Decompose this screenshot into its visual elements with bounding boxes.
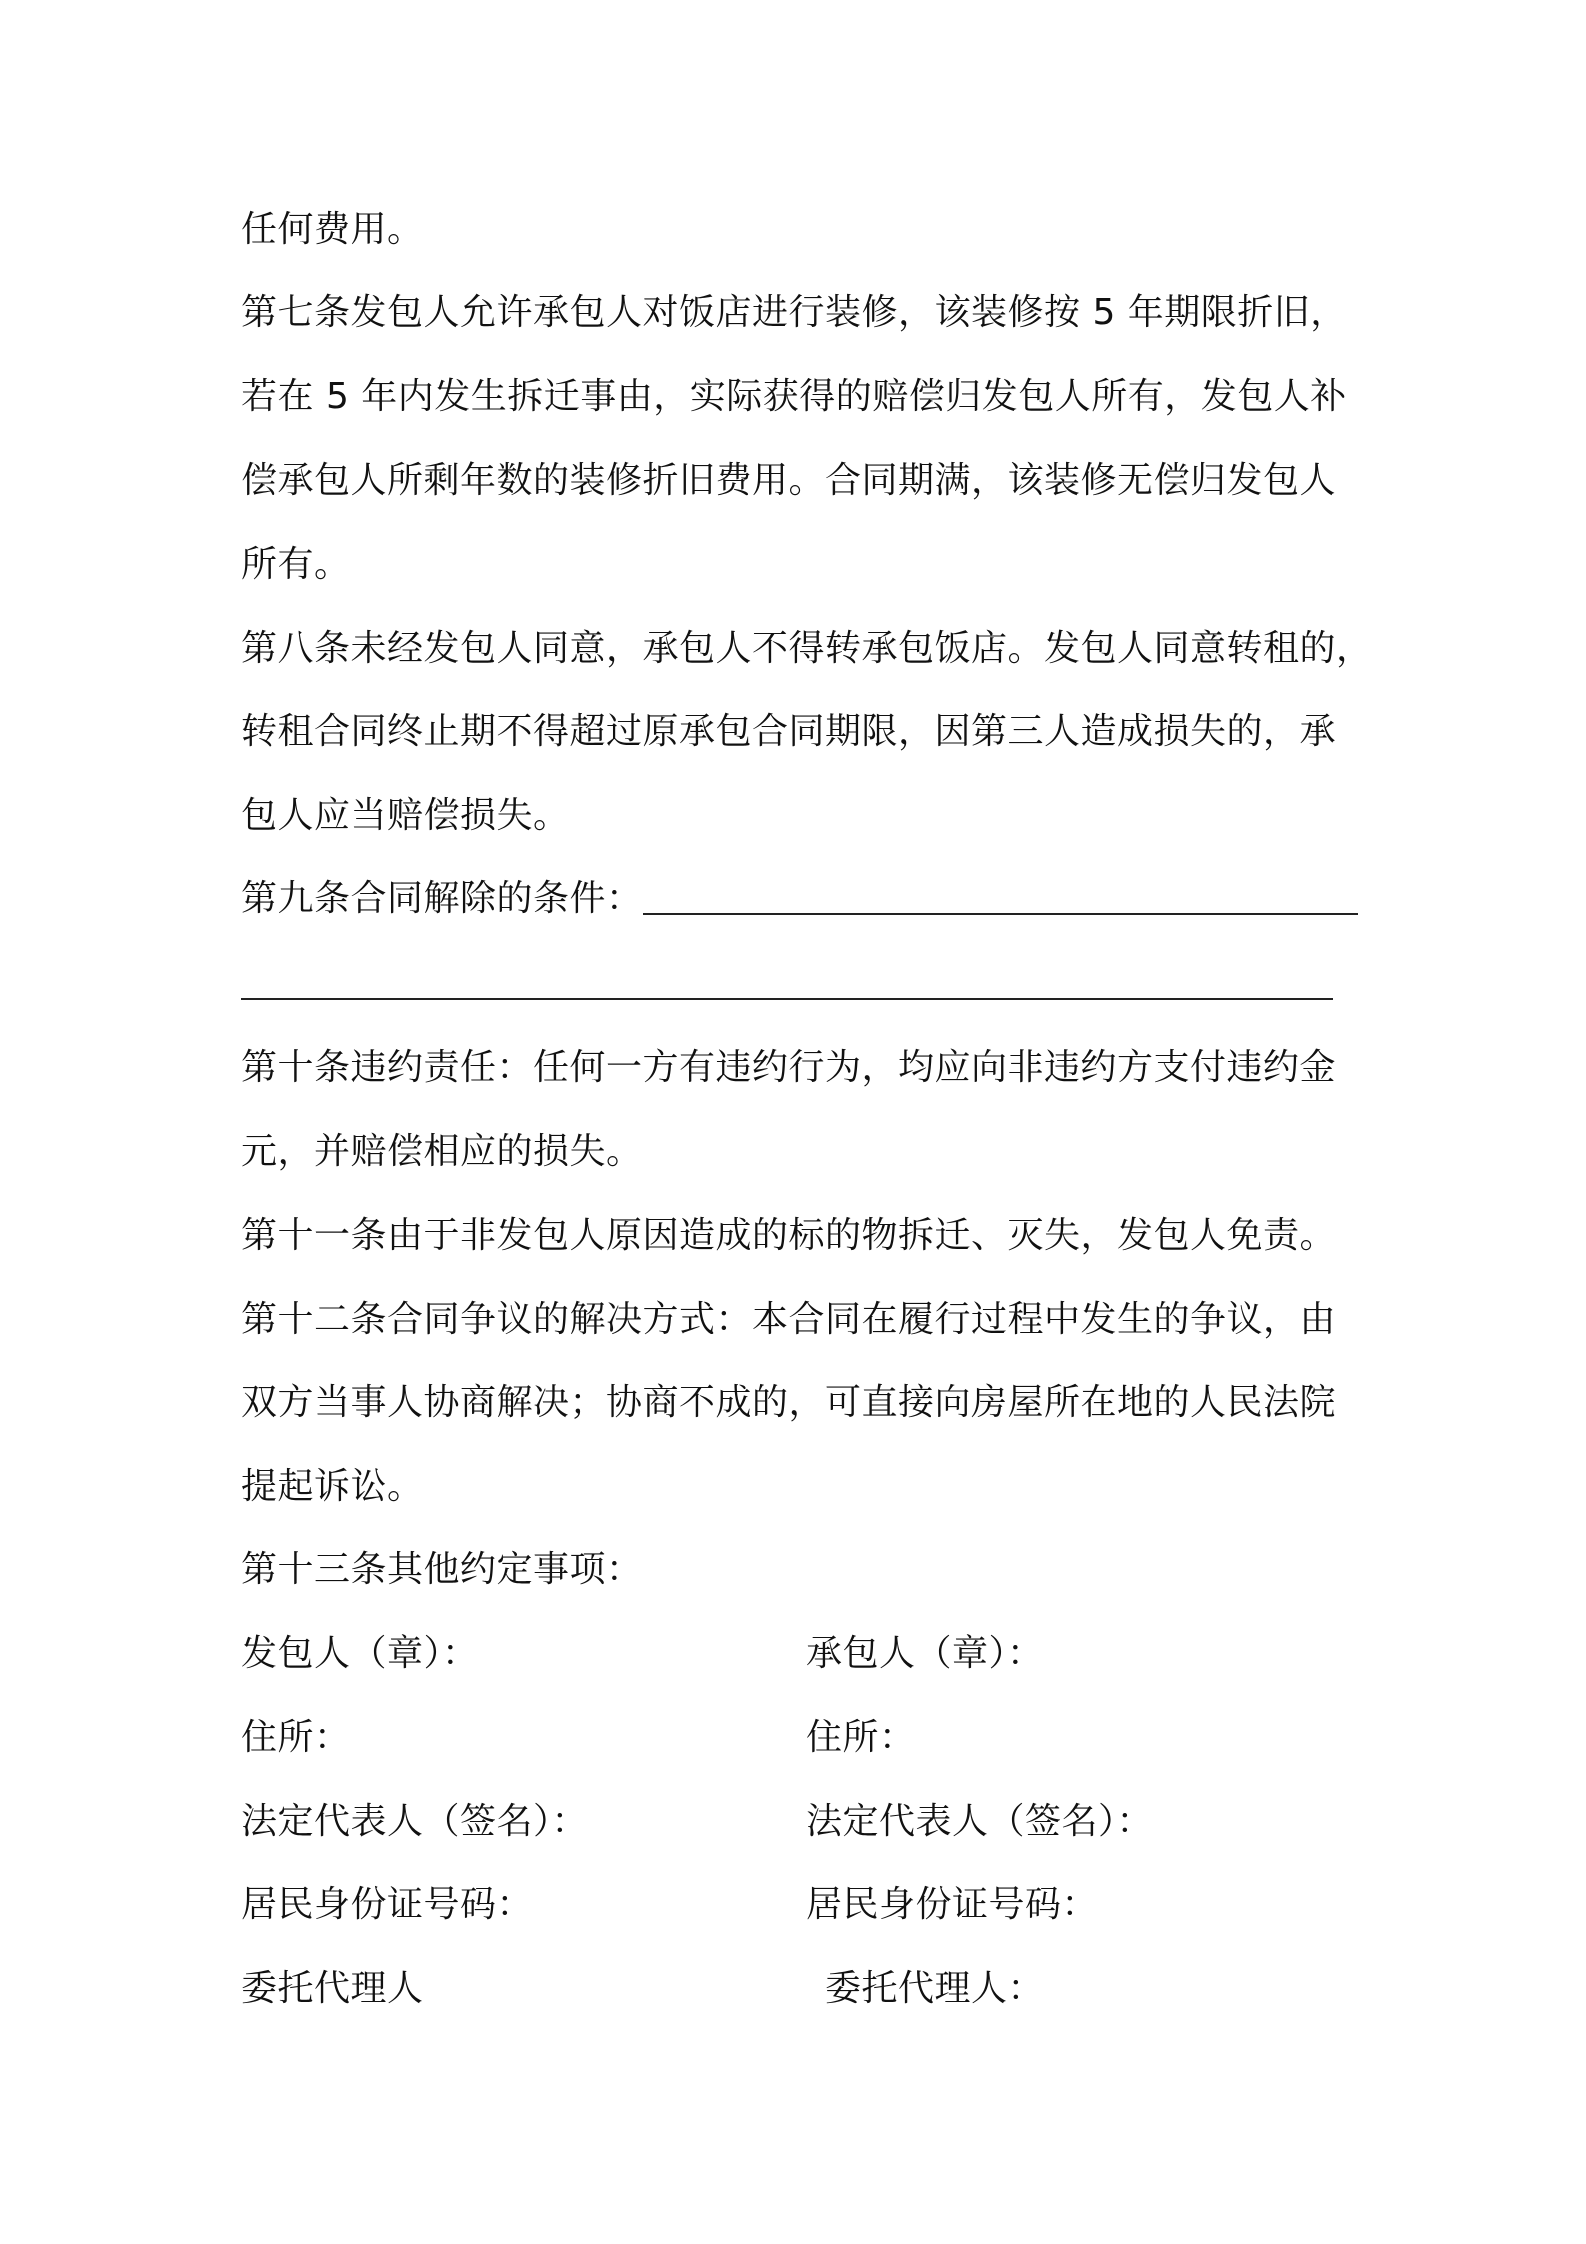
signature-left-field: 委托代理人 [241, 1968, 424, 2009]
paragraph-line: 提起诉讼。 [241, 1466, 424, 1507]
paragraph-line: 偿承包人所剩年数的装修折旧费用。合同期满，该装修无偿归发包人 [241, 460, 1337, 501]
paragraph-line: 转租合同终止期不得超过原承包合同期限，因第三人造成损失的，承 [241, 711, 1337, 752]
signature-right-field: 住所： [806, 1717, 916, 1758]
signature-left-field: 居民身份证号码： [241, 1884, 534, 1925]
signature-left-field: 发包人（章）： [241, 1633, 479, 1674]
paragraph-line: 第十一条由于非发包人原因造成的标的物拆迁、灭失，发包人免责。 [241, 1215, 1337, 1256]
paragraph-line: 第十二条合同争议的解决方式：本合同在履行过程中发生的争议，由 [241, 1299, 1337, 1340]
signature-left-field: 法定代表人（签名）： [241, 1801, 589, 1842]
paragraph-line: 第八条未经发包人同意，承包人不得转承包饭店。发包人同意转租的， [241, 628, 1373, 669]
fill-in-blank-line [643, 913, 1358, 915]
termination-conditions-label: 第九条合同解除的条件： [241, 878, 643, 919]
paragraph-line: 元，并赔偿相应的损失。 [241, 1131, 643, 1172]
signature-right-field: 法定代表人（签名）： [806, 1801, 1154, 1842]
paragraph-line: 第十三条其他约定事项： [241, 1549, 643, 1590]
paragraph-line: 包人应当赔偿损失。 [241, 795, 570, 836]
paragraph-line: 任何费用。 [241, 209, 424, 250]
paragraph-line: 第十条违约责任：任何一方有违约行为，均应向非违约方支付违约金 [241, 1047, 1337, 1088]
signature-left-field: 住所： [241, 1717, 351, 1758]
paragraph-line: 若在 5 年内发生拆迁事由，实际获得的赔偿归发包人所有，发包人补 [241, 376, 1347, 417]
paragraph-line: 第七条发包人允许承包人对饭店进行装修，该装修按 5 年期限折旧， [241, 292, 1347, 333]
paragraph-line: 所有。 [241, 544, 351, 585]
signature-right-field: 居民身份证号码： [806, 1884, 1099, 1925]
paragraph-line: 双方当事人协商解决；协商不成的，可直接向房屋所在地的人民法院 [241, 1382, 1337, 1423]
signature-right-field: 承包人（章）： [806, 1633, 1044, 1674]
signature-right-field: 委托代理人： [825, 1968, 1045, 2009]
fill-in-blank-line [241, 998, 1333, 1000]
